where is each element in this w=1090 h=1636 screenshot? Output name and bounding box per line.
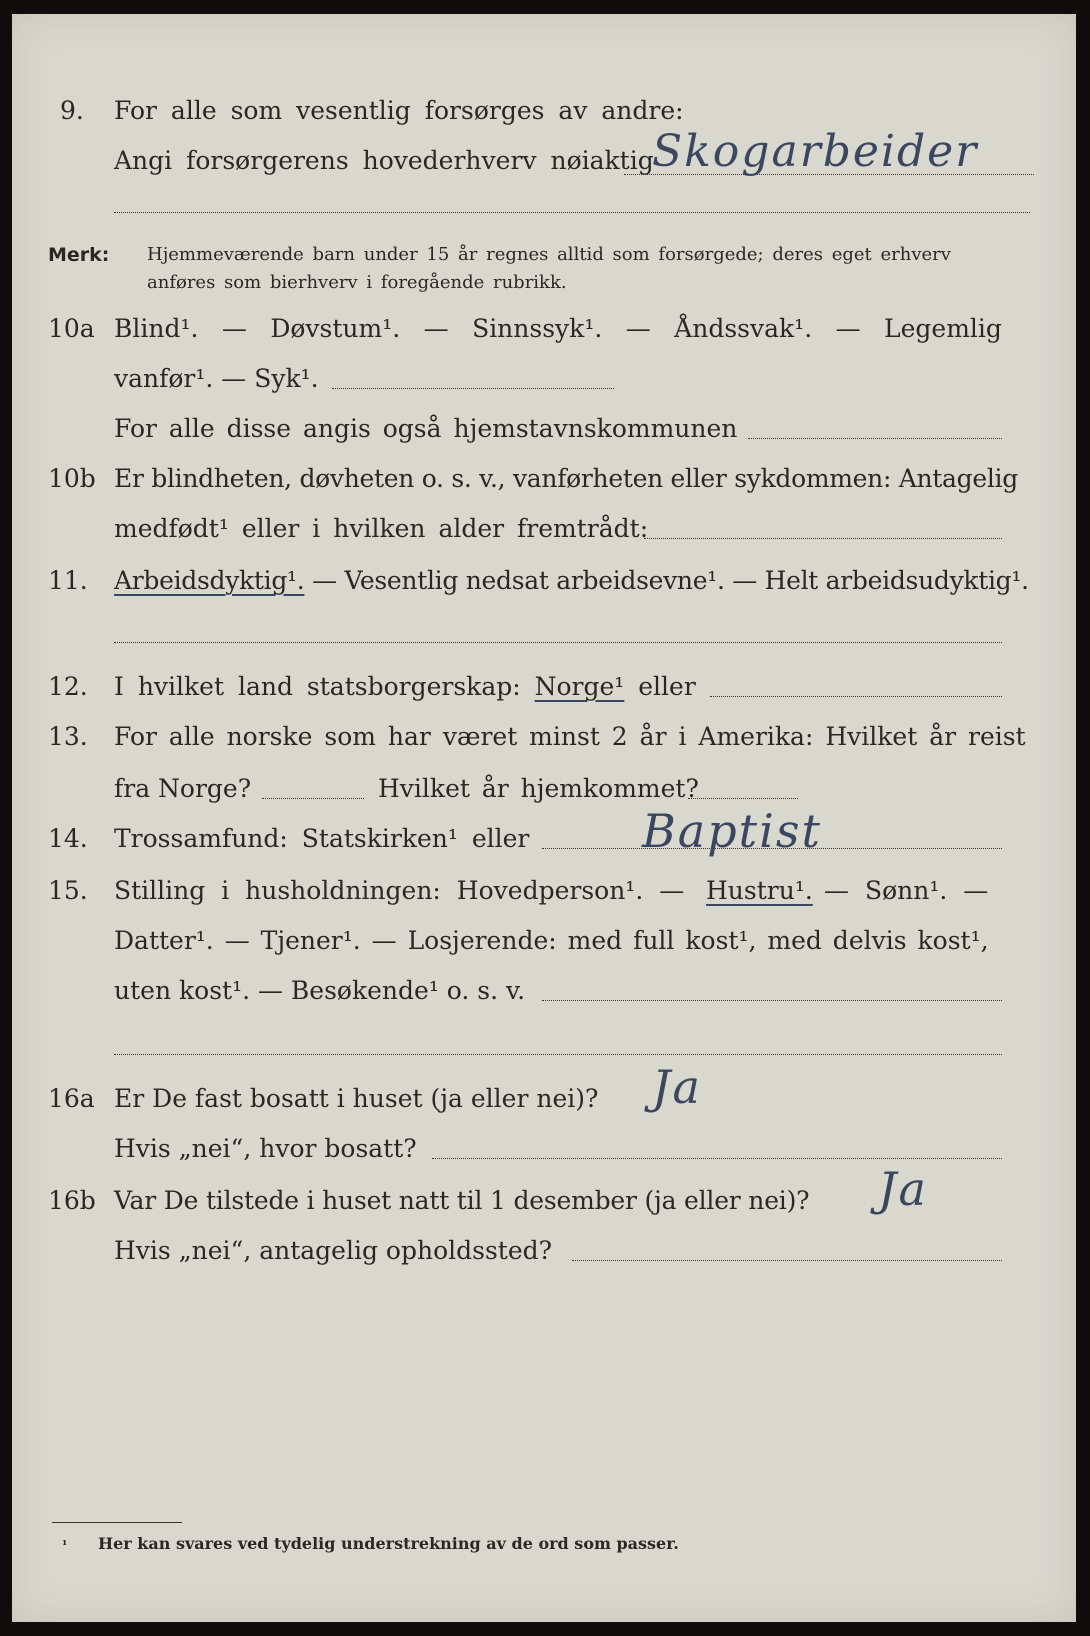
q10a-line2: vanfør¹. — Syk¹. [114,364,319,393]
merk-line1: Hjemmeværende barn under 15 år regnes alltid som forsørgede; deres eget erhverv [147,244,951,265]
q16b-line1: Var De tilstede i huset natt til 1 desember (ja eller nei)? [114,1186,810,1215]
merk-label: Merk: [48,244,110,266]
q15-line2: Datter¹. — Tjener¹. — Losjerende: med full kost¹, med delvis kost¹, [114,926,989,955]
q10a-line1 [114,314,1002,343]
q14-number: 14. [48,824,88,853]
q11-number: 11. [48,566,88,595]
q12-number: 12. [48,672,88,701]
q14-handwritten-answer: Baptist [642,804,822,858]
q10a-item: — [835,314,861,343]
q15-number: 15. [48,876,88,905]
q13-line2b: Hvilket år hjemkommet? [378,774,699,803]
q15-extra-line [114,1054,1002,1055]
q10a-item: Blind¹. [114,314,199,343]
q16a-bosatt-line [432,1158,1002,1159]
q11-rest: — Vesentlig nedsat arbeidsevne¹. — Helt arbeidsudyktig¹. [312,566,1029,595]
footnote-text: Her kan svares ved tydelig understrekning av de ord som passer. [98,1534,679,1553]
q13-number: 13. [48,722,88,751]
q12-suffix: eller [638,672,696,701]
q10a-syk-line [332,388,614,389]
q10a-item: Sinnssyk¹. [472,314,603,343]
q9-handwritten-answer: Skogarbeider [652,126,979,177]
footnote-rule [52,1522,182,1523]
q16b-opholdssted-line [572,1260,1002,1261]
q15-line3: uten kost¹. — Besøkende¹ o. s. v. [114,976,526,1005]
q10a-item: — [423,314,449,343]
q10b-line2: medfødt¹ eller i hvilken alder fremtrådt: [114,514,649,543]
merk-line2: anføres som bierhverv i foregående rubrikk. [147,272,567,293]
q16b-line2: Hvis „nei“, antagelig opholdssted? [114,1236,553,1265]
q13-line1: For alle norske som har været minst 2 år i Amerika: Hvilket år reist [114,722,1026,751]
q12-text [114,672,696,701]
q12-prefix: I hvilket land statsborgerskap: [114,672,521,701]
q9-number: 9. [60,96,84,125]
q11-text [114,566,1029,595]
q12-answer-line [710,696,1002,697]
q10a-item: — [221,314,247,343]
q13-hjemkommet-line [688,798,798,799]
q10b-number: 10b [48,464,96,493]
q12-underlined-answer: Norge¹ [534,672,625,701]
q15-line1a: Stilling i husholdningen: Hovedperson¹. — [114,876,685,905]
q16b-handwritten-answer: Ja [878,1162,928,1216]
q16b-number: 16b [48,1186,96,1215]
q10a-kommune-line [748,438,1002,439]
q11-underlined-answer: Arbeidsdyktig¹. [114,566,305,595]
q15-underlined-answer: Hustru¹. [706,876,813,905]
q10a-line3: For alle disse angis også hjemstavnskommunen [114,414,738,443]
footnote-mark: ¹ [62,1538,68,1552]
census-form-page [12,14,1076,1622]
q16a-number: 16a [48,1084,95,1113]
q16a-line2: Hvis „nei“, hvor bosatt? [114,1134,417,1163]
q9-line1: For alle som vesentlig forsørges av andre: [114,96,684,125]
q10a-item: Legemlig [884,314,1002,343]
q10a-item: Åndssvak¹. [674,314,813,343]
q15-line1b: — Sønn¹. — [824,876,989,905]
q13-reist-line [262,798,364,799]
q11-extra-line [114,642,1002,643]
q16a-handwritten-answer: Ja [652,1060,702,1114]
q10a-item: — [625,314,651,343]
q10a-item: Døvstum¹. [270,314,401,343]
q15-answer-line [542,1000,1002,1001]
q16a-line1: Er De fast bosatt i huset (ja eller nei)? [114,1084,599,1113]
q13-line2a: fra Norge? [114,774,252,803]
q9-extra-line [114,212,1030,213]
q9-line2: Angi forsørgerens hovederhverv nøiaktig [114,146,654,175]
q10b-line1: Er blindheten, døvheten o. s. v., vanførheten eller sykdommen: Antagelig [114,464,1018,493]
q10a-number: 10a [48,314,95,343]
q10b-answer-line [644,538,1002,539]
q14-text: Trossamfund: Statskirken¹ eller [114,824,530,853]
